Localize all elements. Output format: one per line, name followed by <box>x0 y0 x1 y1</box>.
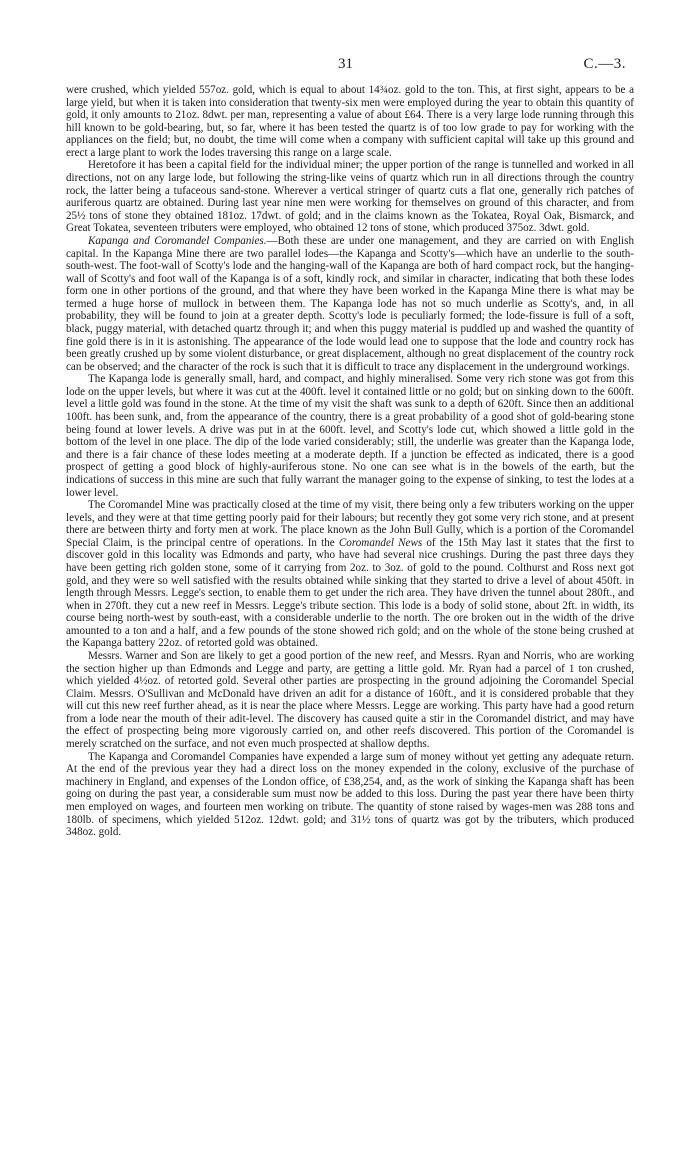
paragraph-6: Messrs. Warner and Son are likely to get a good portion of the new reef, and Messrs. Ryan and Norris, who are working the section higher up than Edmonds and Legge and party, are getting a little gold. Mr. Ryan had a parcel of 1 ton crushed, which yielded 4½oz. of retorted gold. Several other parties are prospecting in the ground adjoining the Coromandel Special Claim. Messrs. O'Sullivan and McDonald have driven an adit for a distance of 160ft., and it is considered probable that they will cut this new reef further ahead, as it is near the place where Messrs. Legge are working. This party have had a good return from a lode near the mouth of their adit-level. The discovery has caused quite a stir in the Coromandel district, and may have the effect of prospecting being more vigorously carried on, and other reefs discovered. This portion of the Coromandel is merely scratched on the surface, and not even much prospected at shallow depths. <box>66 650 634 751</box>
paragraph-5-text-b: of the 15th May last it states that the first to discover gold in this locality was Edmonds and party, who have had several nice crushings. During the past three days they have been getting rich golden stone, some of it carrying from 2oz. to 3oz. of gold to the pound. Colthurst and Ross next got gold, and they were so well satisfied with the results obtained while sinking that they started to drive a level of about 450ft. in length through Messrs. Legge's section, to enable them to get under the rich area. They have driven the tunnel about 280ft., and when in 270ft. they cut a new reef in Messrs. Legge's tribute section. This lode is a body of solid stone, about 2ft. in width, its course being north-west by south-east, with a considerable underlie to the north. The ore broken out in the width of the drive amounted to a ton and a half, and a few pounds of the stone showed rich gold; and on the whole of the stone being crushed at the Kapanga battery 22oz. of retorted gold was obtained. <box>66 536 635 650</box>
body-text <box>66 84 634 839</box>
paragraph-3-text: —Both these are under one management, and they are carried on with English capital. In the Kapanga Mine there are two parallel lodes—the Kapanga and Scotty's—which have an underlie to the south-south-west. The foot-wall of Scotty's lode and the hanging-wall of the Kapanga are both of hard compact rock, but the hanging-wall of Scotty's and foot wall of the Kapanga is of a soft, kindly rock, and similar in character, indicating that both these lodes form one in other portions of the ground, and that where they have been worked in the Kapanga Mine there is what may be termed a huge horse of mullock in between them. The Kapanga lode has not so much underlie as Scotty's, and, in all probability, they will be found to join at a greater depth. Scotty's lode is peculiarly formed; the lode-fissure is full of a soft, black, puggy material, with detached quartz through it; and when this puggy material is puddled up and washed the quantity of fine gold there is in it is astonishing. The appearance of the lode would lead one to suppose that the lode and country rock has been greatly crushed up by some violent disturbance, or great displacement, although no great displacement of the country rock can be observed; and the character of the rock is such that it is difficult to trace any displacement in the underground workings. <box>66 234 634 373</box>
paragraph-5 <box>66 499 634 650</box>
paragraph-3-heading: Kapanga and Coromandel Companies. <box>88 234 267 247</box>
paragraph-5-text-a: The Coromandel Mine was practically closed at the time of my visit, there being only a few tributers working on the upper levels, and they were at that time getting poorly paid for their labours; but recently they got some very rich stone, and at present there are between thirty and forty men at work. The place known as the John Bull Gully, which is a portion of the Coromandel Special Claim, is the principal centre of operations. In the <box>66 499 634 549</box>
section-reference: C.—3. <box>583 56 626 72</box>
paragraph-5-newspaper-title: Coromandel News <box>338 536 423 549</box>
paragraph-1: were crushed, which yielded 557oz. gold, which is equal to about 14¾oz. gold to the ton. This, at first sight, appears to be a large yield, but when it is taken into consideration that twenty-six men were employed during the year to obtain this quantity of gold, it only amounts to 21oz. 8dwt. per man, representing a value of about £64. There is a very large lode running through this hill known to be gold-bearing, but, so far, where it has been tested the quartz is of too low grade to pay for working with the appliances on the field; but, no doubt, the time will come when a company with sufficient capital will take up this ground and erect a large plant to work the lodes traversing this range on a large scale. <box>66 84 634 159</box>
paragraph-2: Heretofore it has been a capital field for the individual miner; the upper portion of the range is tunnelled and worked in all directions, not on any large lode, but following the string-like veins of quartz which run in all directions through the country rock, the latter being a tufaceous sand-stone. Wherever a vertical stringer of quartz cuts a flat one, generally rich patches of auriferous quartz are obtained. During last year nine men were working for themselves on ground of this character, and from 25½ tons of stone they obtained 181oz. 17dwt. of gold; and in the claims known as the Tokatea, Royal Oak, Bismarck, and Great Tokatea, seventeen tributers were employed, who obtained 12 tons of stone, which produced 375oz. 3dwt. gold. <box>66 159 634 235</box>
paragraph-3 <box>66 235 634 373</box>
paragraph-7: The Kapanga and Coromandel Companies have expended a large sum of money without yet getting any adequate return. At the end of the previous year they had a direct loss on the money expended in the colony, exclusive of the purchase of machinery in England, and expenses of the London office, of £38,254, and, as the work of sinking the Kapanga shaft has been going on during the past year, a considerable sum must now be added to this loss. During the past year there have been thirty men employed on wages, and fourteen men working on tribute. The quantity of stone raised by wages-men was 288 tons and 180lb. of specimens, which yielded 512oz. 12dwt. gold; and 31½ tons of quartz was got by the tributers, which produced 348oz. gold. <box>66 750 634 839</box>
paragraph-4: The Kapanga lode is generally small, hard, and compact, and highly mineralised. Some very rich stone was got from this lode on the upper levels, but where it was cut at the 400ft. level it contained little or no gold; but on sinking down to the 600ft. level a little gold was found in the stone. At the time of my visit the shaft was sunk to a depth of 620ft. Since then an additional 100ft. has been sunk, and, from the appearance of the country, there is a great probability of a good shot of gold-bearing stone being found at lower levels. A drive was put in at the 600ft. level, and Scotty's lode cut, which showed a little gold in the bottom of the level in one place. The dip of the lode varied considerably; still, the underlie was greater than the Kapanga lode, and there is a fair chance of these lodes meeting at a moderate depth. If a junction be effected as indicated, there is a good prospect of getting a good block of highly-auriferous stone. No one can see what is in the bowels of the earth, but the indications of success in this mine are such that fully warrant the manager going to the expense of sinking, to test the lodes at a lower level. <box>66 373 634 499</box>
page-header <box>0 56 700 76</box>
page-number: 31 <box>338 56 353 72</box>
